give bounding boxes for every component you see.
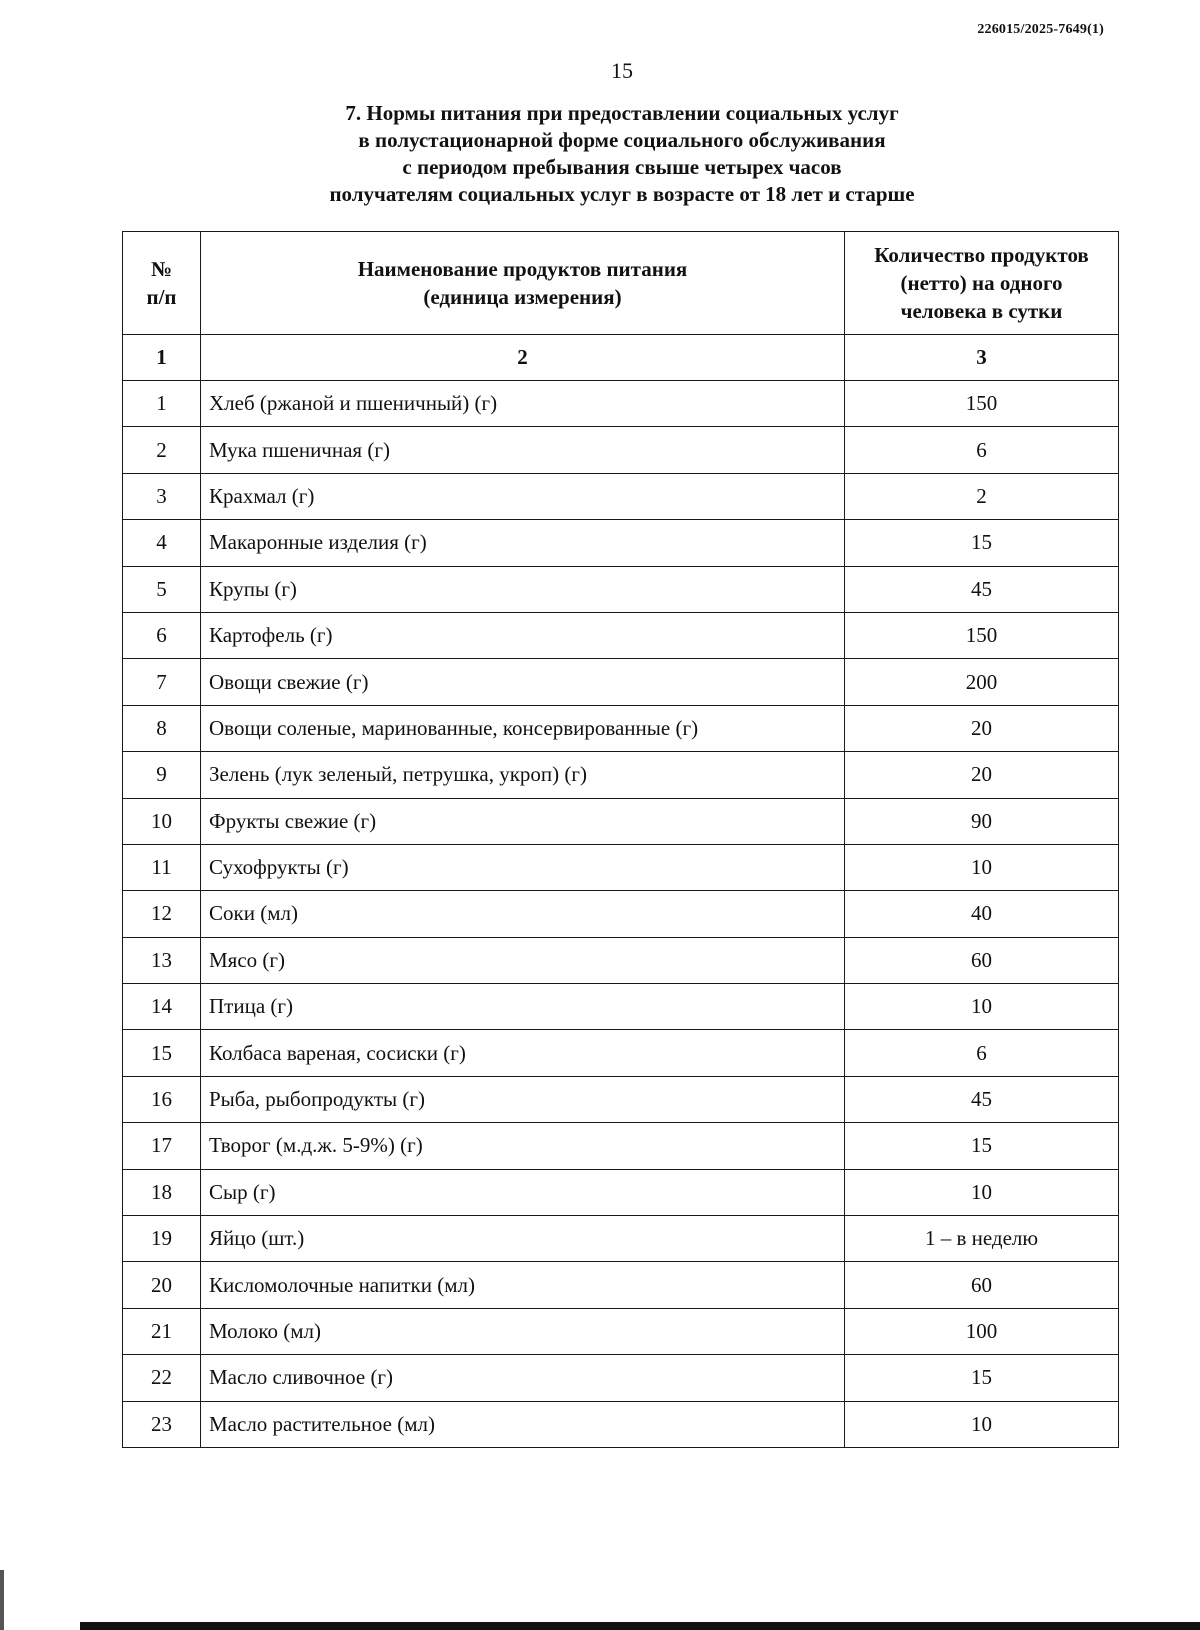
- row-number: 19: [123, 1216, 201, 1262]
- column-number: 2: [201, 335, 845, 381]
- product-quantity: 45: [845, 566, 1119, 612]
- product-quantity: 150: [845, 381, 1119, 427]
- table-row: [123, 659, 1119, 705]
- row-number: 23: [123, 1401, 201, 1447]
- product-name: Соки (мл): [201, 891, 845, 937]
- product-name: Рыба, рыбопродукты (г): [201, 1076, 845, 1122]
- product-name: Кисломолочные напитки (мл): [201, 1262, 845, 1308]
- table-row: [123, 1030, 1119, 1076]
- product-name: Масло растительное (мл): [201, 1401, 845, 1447]
- table-row: [123, 381, 1119, 427]
- product-quantity: 10: [845, 984, 1119, 1030]
- product-quantity: 60: [845, 937, 1119, 983]
- column-number: 1: [123, 335, 201, 381]
- table-row: [123, 891, 1119, 937]
- table-row: [123, 844, 1119, 890]
- product-name: Масло сливочное (г): [201, 1355, 845, 1401]
- page-number: 15: [611, 58, 633, 83]
- section-title: [200, 100, 1044, 208]
- product-quantity: 6: [845, 1030, 1119, 1076]
- row-number: 1: [123, 381, 201, 427]
- product-name: Колбаса вареная, сосиски (г): [201, 1030, 845, 1076]
- table-row: [123, 752, 1119, 798]
- table-header-row: [123, 232, 1119, 335]
- table-row: [123, 1123, 1119, 1169]
- product-name: Овощи соленые, маринованные, консервированные (г): [201, 705, 845, 751]
- table-row: [123, 1355, 1119, 1401]
- product-name: Птица (г): [201, 984, 845, 1030]
- row-number: 9: [123, 752, 201, 798]
- row-number: 15: [123, 1030, 201, 1076]
- product-quantity: 15: [845, 520, 1119, 566]
- row-number: 12: [123, 891, 201, 937]
- product-name: Крупы (г): [201, 566, 845, 612]
- product-quantity: 15: [845, 1355, 1119, 1401]
- table-row: [123, 427, 1119, 473]
- table-row: [123, 1216, 1119, 1262]
- product-quantity: 6: [845, 427, 1119, 473]
- table-row: [123, 1401, 1119, 1447]
- row-number: 14: [123, 984, 201, 1030]
- row-number: 21: [123, 1308, 201, 1354]
- header-product-line: (единица измерения): [423, 285, 622, 309]
- row-number: 4: [123, 520, 201, 566]
- row-number: 8: [123, 705, 201, 751]
- row-number: 11: [123, 844, 201, 890]
- table-row: [123, 1076, 1119, 1122]
- row-number: 10: [123, 798, 201, 844]
- row-number: 13: [123, 937, 201, 983]
- header-product-name: [201, 232, 845, 335]
- product-quantity: 20: [845, 705, 1119, 751]
- product-name: Яйцо (шт.): [201, 1216, 845, 1262]
- product-quantity: 20: [845, 752, 1119, 798]
- product-name: Мука пшеничная (г): [201, 427, 845, 473]
- row-number: 17: [123, 1123, 201, 1169]
- table-row: [123, 1262, 1119, 1308]
- product-quantity: 200: [845, 659, 1119, 705]
- product-name: Творог (м.д.ж. 5-9%) (г): [201, 1123, 845, 1169]
- product-quantity: 10: [845, 1401, 1119, 1447]
- product-quantity: 90: [845, 798, 1119, 844]
- product-name: Сыр (г): [201, 1169, 845, 1215]
- product-name: Картофель (г): [201, 612, 845, 658]
- product-name: Сухофрукты (г): [201, 844, 845, 890]
- row-number: 3: [123, 473, 201, 519]
- header-number: [123, 232, 201, 335]
- product-quantity: 40: [845, 891, 1119, 937]
- table-row: [123, 612, 1119, 658]
- product-quantity: 100: [845, 1308, 1119, 1354]
- table-row: [123, 566, 1119, 612]
- header-number-line: №: [150, 257, 173, 281]
- product-quantity: 15: [845, 1123, 1119, 1169]
- scan-border: [80, 1622, 1200, 1630]
- table-row: [123, 937, 1119, 983]
- table-row: [123, 705, 1119, 751]
- section-title-line: в полустационарной форме социального обслуживания: [358, 128, 886, 152]
- section-title-line: с периодом пребывания свыше четырех часов: [402, 155, 842, 179]
- row-number: 22: [123, 1355, 201, 1401]
- column-number: 3: [845, 335, 1119, 381]
- row-number: 20: [123, 1262, 201, 1308]
- row-number: 5: [123, 566, 201, 612]
- product-name: Хлеб (ржаной и пшеничный) (г): [201, 381, 845, 427]
- product-quantity: 60: [845, 1262, 1119, 1308]
- product-quantity: 45: [845, 1076, 1119, 1122]
- product-name: Крахмал (г): [201, 473, 845, 519]
- header-quantity-line: Количество продуктов: [874, 243, 1089, 267]
- product-quantity: 150: [845, 612, 1119, 658]
- table-row: [123, 984, 1119, 1030]
- row-number: 7: [123, 659, 201, 705]
- product-quantity: 1 – в неделю: [845, 1216, 1119, 1262]
- table-body: [123, 381, 1119, 1448]
- product-name: Фрукты свежие (г): [201, 798, 845, 844]
- table-row: [123, 1169, 1119, 1215]
- table-row: [123, 1308, 1119, 1354]
- section-title-line: 7. Нормы питания при предоставлении социальных услуг: [345, 101, 899, 125]
- product-name: Мясо (г): [201, 937, 845, 983]
- product-quantity: 10: [845, 844, 1119, 890]
- row-number: 18: [123, 1169, 201, 1215]
- table-row: [123, 520, 1119, 566]
- scan-edge: [0, 1570, 4, 1630]
- nutrition-norms-table: [122, 231, 1119, 1448]
- table-row: [123, 798, 1119, 844]
- product-name: Овощи свежие (г): [201, 659, 845, 705]
- document-registration-number: 226015/2025-7649(1): [977, 22, 1104, 37]
- row-number: 2: [123, 427, 201, 473]
- table-row: [123, 473, 1119, 519]
- product-name: Молоко (мл): [201, 1308, 845, 1354]
- product-name: Зелень (лук зеленый, петрушка, укроп) (г): [201, 752, 845, 798]
- section-title-line: получателям социальных услуг в возрасте от 18 лет и старше: [329, 182, 915, 206]
- header-quantity-line: человека в сутки: [900, 299, 1063, 323]
- product-quantity: 10: [845, 1169, 1119, 1215]
- row-number: 16: [123, 1076, 201, 1122]
- product-quantity: 2: [845, 473, 1119, 519]
- product-name: Макаронные изделия (г): [201, 520, 845, 566]
- header-quantity-line: (нетто) на одного: [900, 271, 1063, 295]
- row-number: 6: [123, 612, 201, 658]
- header-quantity: [845, 232, 1119, 335]
- header-product-line: Наименование продуктов питания: [357, 257, 688, 281]
- header-number-line: п/п: [146, 285, 177, 309]
- column-number-row: [123, 335, 1119, 381]
